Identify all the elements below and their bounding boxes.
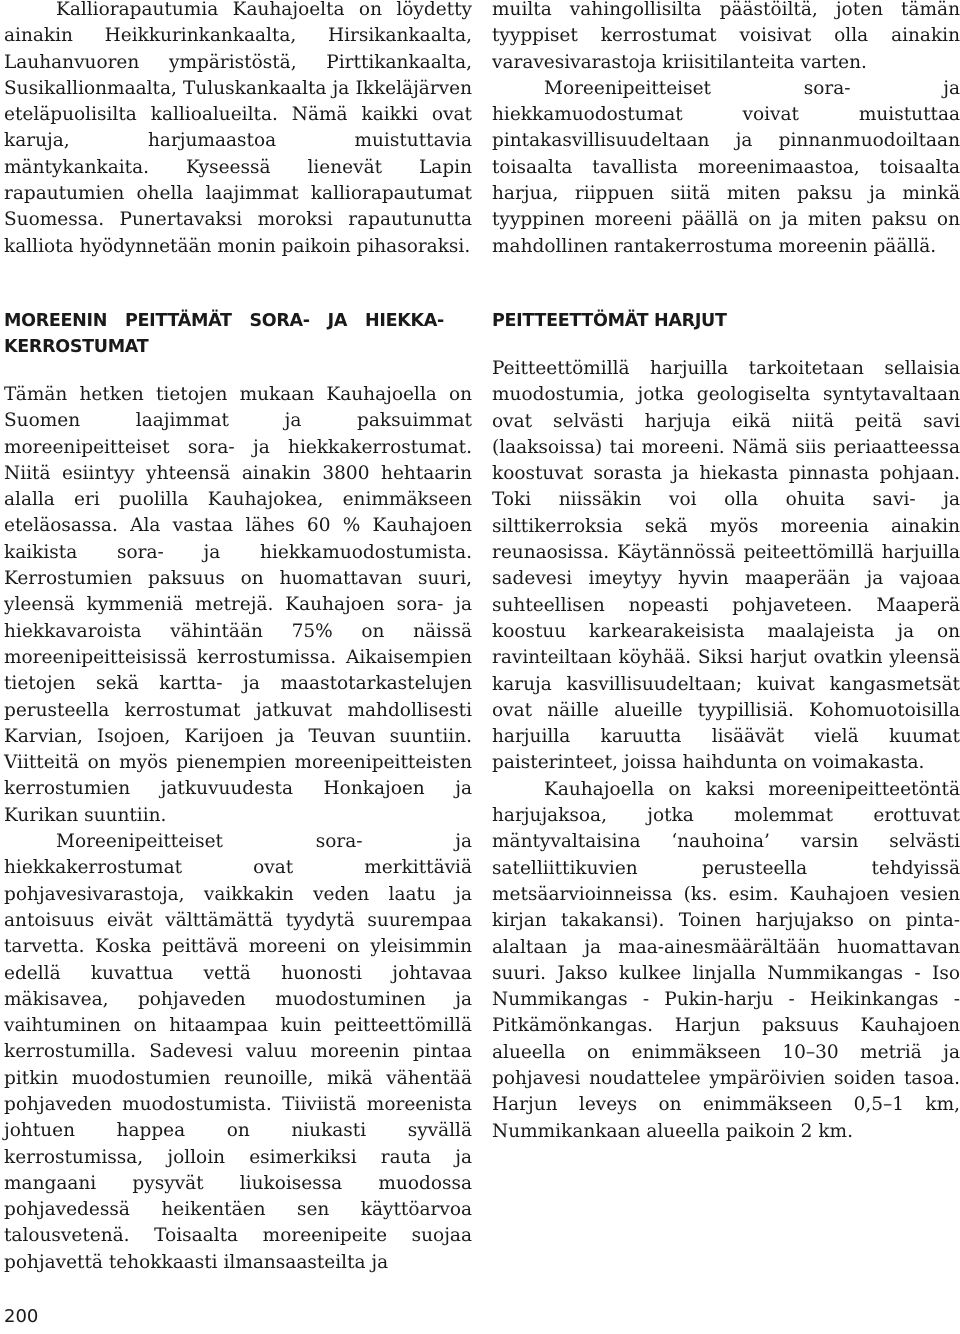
intro-paragraph: Kalliorapautumia Kauhajoelta on löydetty ainakin Heikkurinkankaalta, Hirsikankaalta, Lauhanvuoren ympäristöstä, Pirttikankaalta, Susikallionmaalta, Tuluskankaalta ja Ikkeläjärven eteläpuolisilta kallioalueilta. Nämä kaikki ovat karuja, harjumaastoa muistuttavia mäntykankaita. Kyseessä lienevät Lapin rapautumien ohella laajimmat kalliorapautumat Suomessa. Punertavaksi moroksi rapautunutta kalliota hyödynnetään monin paikoin pihasoraksi.: [4, 0, 472, 257]
body-paragraph: Peitteettömillä harjuilla tarkoitetaan sellaisia muodostumia, jotka geologiselta syntytavaltaan ovat selvästi harjuja eikä niitä peitä savi (laaksoissa) tai moreeni. Nämä siis periaatteessa koostuvat sorasta ja hiekasta pinnasta pohjaan. Toki niissäkin voi olla ohuita savi- ja silttikerroksia sekä myös moreenia ainakin reunaosissa. Käytännössä peiteettömillä harjuilla sadevesi imeytyy hyvin maaperään ja vajoaa suhteellisen nopeasti pohjaveteen. Maaperä koostuu karkearakeisista maalajeista ja on ravinteiltaan köyhää. Siksi harjut ovatkin yleensä karuja kasvillisuudeltaan; kuivat kangasmetsät ovat näille alueille tyypillisiä. Kohomuotoisilla harjuilla karuutta lisäävät vielä kuumat paisterinteet, joissa haihdunta on voimakasta.: [492, 357, 960, 774]
continuation-paragraph: muilta vahingollisilta päästöiltä, joten tämän tyyppiset kerrostumat voisivat olla ainakin varavesivarastoja kriisitilanteita varten.: [492, 0, 960, 73]
section-heading-moreeni: MOREENIN PEITTÄMÄT SORA- JA HIEKKA-KERROSTUMAT: [4, 310, 444, 357]
body-paragraph: Moreenipeitteiset sora- ja hiekkakerrostumat ovat merkittäviä pohjavesivarastoja, vaikkakin veden laatu ja antoisuus eivät välttämättä tyydytä suurempaa tarvetta. Koska peittävä moreeni on yleisimmin edellä kuvattua vettä huonosti johtavaa mäkisavea, pohjaveden muodostuminen ja vaihtuminen on hitaampaa kuin peitteettömillä kerrostumilla. Sadevesi valuu moreenin pintaa pitkin muodostumien reunoille, mikä vähentää pohjaveden muodostumista. Tiiviistä moreenista johtuen happea on niukasti syvällä kerrostumissa, jolloin esimerkiksi rauta ja mangaani pysyvät liukoisessa muodossa pohjavedessä heikentäen sen käyttöarvoa talousvetenä. Toisaalta moreenipeite suojaa pohjavettä tehokkaasti ilmansaasteilta ja: [4, 831, 472, 1273]
section-heading-harjut: PEITTEETTÖMÄT HARJUT: [492, 310, 727, 331]
body-paragraph: Moreenipeitteiset sora- ja hiekkamuodostumat voivat muistuttaa pintakasvillisuudeltaan ja pinnanmuodoiltaan toisaalta tavallista moreenimaastoa, toisaalta harjua, riippuen siitä miten paksu ja minkä tyyppinen moreeni päällä on ja miten paksu on mahdollinen rantakerrostuma moreenin päällä.: [492, 77, 960, 257]
page-number: 200: [4, 1306, 39, 1327]
left-column: [4, 0, 472, 1276]
body-paragraph: Kauhajoella on kaksi moreenipeitteetöntä harjujaksoa, jotka molemmat erottuvat mäntyvaltaisina ‘nauhoina’ varsin selvästi satelliittikuvien perusteella tehdyissä metsäarvioinneissa (ks. esim. Kauhajoen vesien kirjan takakansi). Toinen harjujakso on pinta-alaltaan ja maa-ainesmäärältään huomattavan suuri. Jakso kulkee linjalla Nummikangas - Iso Nummikangas - Pukin-harju - Heikinkangas - Pitkämönkangas. Harjun paksuus Kauhajoen alueella on enimmäkseen 10–30 metriä ja pohjavesi noudattelee ympäröivien soiden tasoa. Harjun leveys on enimmäkseen 0,5–1 km, Nummikankaan alueella paikoin 2 km.: [492, 778, 960, 1142]
right-column: [492, 0, 960, 1145]
body-paragraph: Tämän hetken tietojen mukaan Kauhajoella on Suomen laajimmat ja paksuimmat moreenipeitteiset sora- ja hiekkakerrostumat. Niitä esiintyy yhteensä ainakin 3800 hehtaarin alalla eri puolilla Kauhajokea, enimmäkseen eteläosassa. Ala vastaa lähes 60 % Kauhajoen kaikista sora- ja hiekkamuodostumista. Kerrostumien paksuus on huomattavan suuri, yleensä kymmeniä metrejä. Kauhajoen sora- ja hiekkavaroista vähintään 75% on näissä moreenipeitteisissä kerrostumissa. Aikaisempien tietojen sekä kartta- ja maastotarkastelujen perusteella kerrostumat jatkuvat mahdollisesti Karvian, Isojoen, Karijoen ja Teuvan suuntiin. Viitteitä on myös pienempien moreenipeitteisten kerrostumien jatkuvuudesta Honkajoen ja Kurikan suuntiin.: [4, 383, 472, 826]
